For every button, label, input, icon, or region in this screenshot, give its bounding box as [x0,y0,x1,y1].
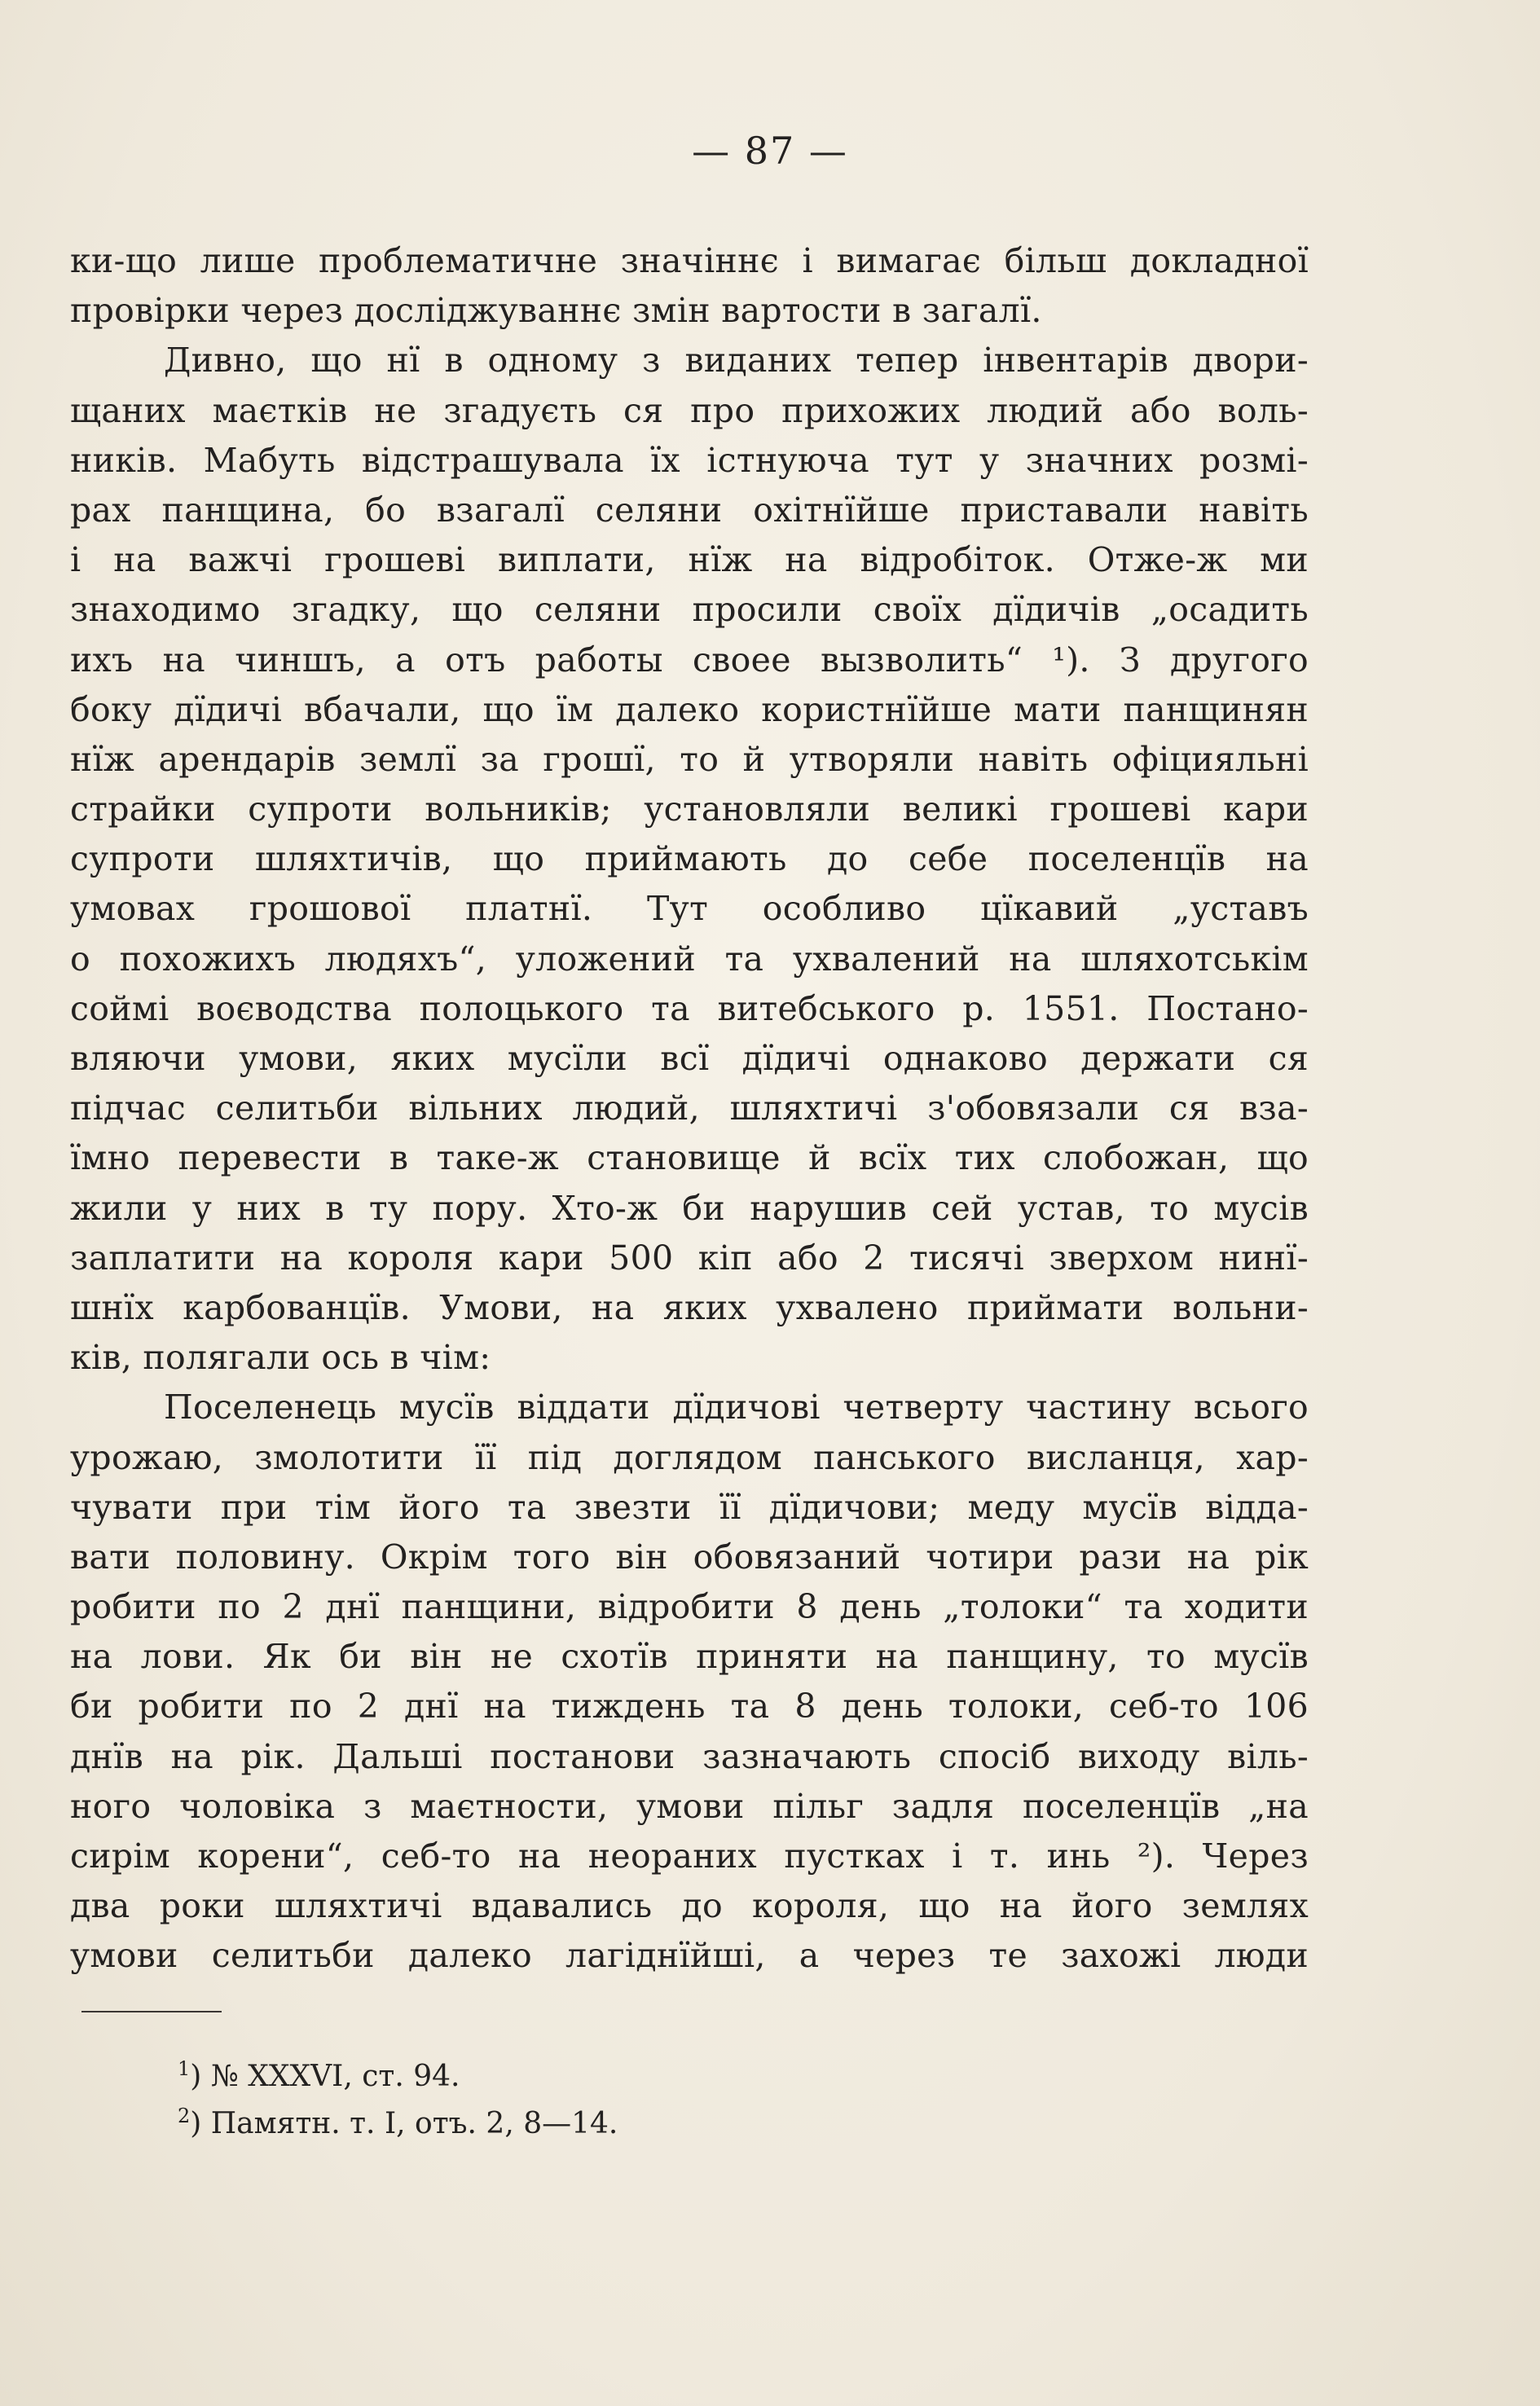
text-line: ного чоловіка з маєтности, умови пільг задля поселенцїв „на [70,1786,1309,1826]
text-line: днїв на рік. Дальші постанови зазначають спосіб виходу віль- [70,1736,1309,1776]
text-line: би робити по 2 днї на тиждень та 8 день толоки, себ-то 106 [70,1687,1309,1726]
text-line: робити по 2 днї панщини, відробити 8 день „толоки“ та ходити [70,1587,1309,1627]
footnotes [178,2053,618,2148]
text-line: умовах грошової платнї. Тут особливо цїкавий „уставъ [70,889,1309,929]
text-line: ників. Мабуть відстрашувала їх істнуюча тут у значних розмі- [70,440,1309,480]
text-line: чувати при тім його та звезти її дїдичови; меду мусїв відда- [70,1487,1309,1527]
text-line: рах панщина, бо взагалї селяни охітнїйше приставали навіть [70,490,1309,530]
text-line: провірки через досліджуваннє змін вартости в загалї. [70,291,1042,331]
text-line: сирім корени“, себ-то на неораних пустках і т. инь ²). Через [70,1836,1309,1876]
footnote-1 [178,2053,618,2100]
page-number: — 87 — [692,129,848,173]
text-line: супроти шляхтичів, що приймають до себе поселенцїв на [70,839,1309,879]
text-line: вати половину. Окрім того він обовязаний чотири рази на рік [70,1537,1309,1577]
text-line: шнїх карбованцїв. Умови, на яких ухвалено приймати вольни- [70,1287,1309,1327]
text-line: ки-що лише проблематичне значіннє і вимагає більш докладної [70,241,1309,280]
text-line: о похожихъ людяхъ“, уложений та ухвалений на шляхотськім [70,939,1309,979]
text-line: урожаю, змолотити її під доглядом панського висланця, хар- [70,1437,1309,1477]
footnote-divider [81,2011,222,2012]
footnote-mark: 1 [178,2057,191,2080]
footnote-text: ) № XXXVI, ст. 94. [190,2060,460,2093]
text-line: жили у них в ту пору. Хто-ж би нарушив сей устав, то мусів [70,1188,1309,1228]
text-line: знаходимо згадку, що селяни просили своїх дїдичів „осадить [70,590,1309,630]
text-line: умови селитьби далеко лагіднїйші, а через те захожі люди [70,1936,1309,1976]
text-line: вляючи умови, яких мусїли всї дїдичі однаково держати ся [70,1039,1309,1078]
text-line: щаних маєтків не згадуєть ся про прихожих людий або воль- [70,390,1309,430]
body-text [70,236,1309,1982]
text-line: на лови. Як би він не схотїв приняти на панщину, то мусїв [70,1637,1309,1677]
text-line: ïмно перевести в таке-ж становище й всїх тих слобожан, що [70,1138,1309,1178]
text-line: ихъ на чиншъ, а отъ работы своее вызволить“ ¹). З другого [70,640,1309,680]
text-line: два роки шляхтичі вдавались до короля, що на його землях [70,1886,1309,1926]
footnote-text: ) Памятн. т. I, отъ. 2, 8—14. [190,2107,618,2140]
text-line: підчас селитьби вільних людий, шляхтичі з'обовязали ся вза- [70,1089,1309,1128]
text-line: страйки супроти вольників; установляли великі грошеві кари [70,790,1309,829]
footnote-mark: 2 [178,2105,191,2127]
text-line: Поселенець мусїв віддати дїдичові четверту частину всього [164,1388,1309,1427]
text-line: заплатити на короля кари 500 кіп або 2 тисячі зверхом нинї- [70,1238,1309,1278]
text-line: ків, полягали ось в чім: [70,1338,491,1378]
text-line: Дивно, що нї в одному з виданих тепер інвентарів двори- [164,341,1309,380]
text-line: соймі воєводства полоцького та витебського р. 1551. Постано- [70,988,1309,1028]
text-line: нїж арендарів землї за грошї, то й утворяли навіть офіцияльні [70,739,1309,779]
text-line: боку дїдичі вбачали, що їм далеко користнїйше мати панщинян [70,689,1309,729]
text-line: і на важчі грошеві виплати, нїж на відробіток. Отже-ж ми [70,540,1309,580]
footnote-2 [178,2100,618,2148]
